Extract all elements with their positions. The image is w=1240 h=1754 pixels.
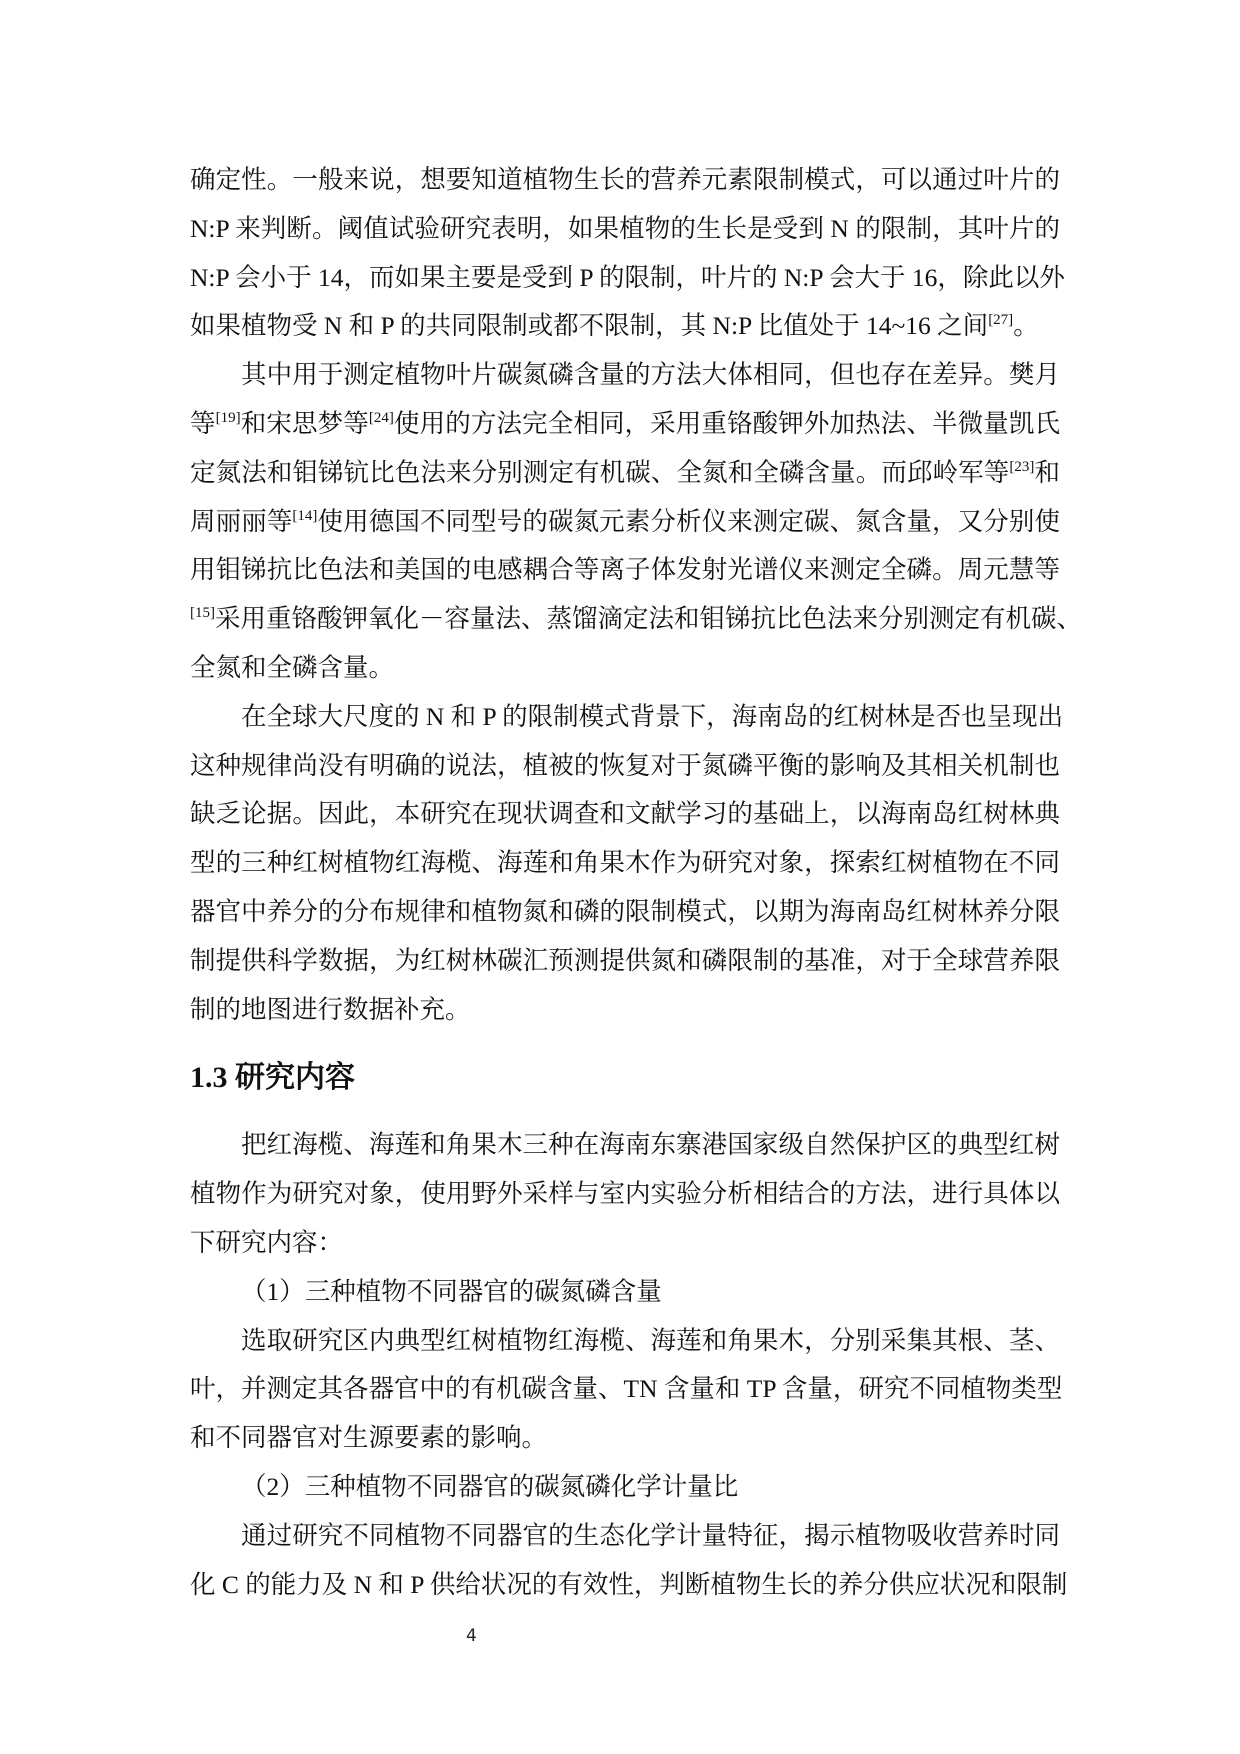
text-line [190, 351, 1060, 400]
text-line [190, 400, 1060, 449]
text-line [190, 1365, 1063, 1414]
text-run: 和不同器官对生源要素的影响。 [190, 1423, 548, 1453]
text-run: 制的地图进行数据补充。 [190, 994, 471, 1024]
text-line [190, 937, 1060, 986]
text-run: 。 [1013, 311, 1039, 341]
text-line [190, 644, 1060, 693]
page-number: 4 [466, 1626, 477, 1646]
paragraph [190, 351, 1083, 693]
text-line [190, 839, 1060, 888]
document-body [190, 156, 1083, 1609]
text-run: 化 C 的能力及 N 和 P 供给状况的有效性，判断植物生长的养分供应状况和限制 [190, 1569, 1068, 1599]
text-line [190, 1219, 1060, 1268]
text-line [190, 156, 1060, 205]
text-line [190, 1317, 1060, 1366]
text-line [190, 1268, 1060, 1317]
text-line [190, 1121, 1060, 1170]
citation-ref: [19] [215, 409, 241, 426]
section-heading: 1.3 研究内容 [190, 1061, 355, 1095]
text-run: 这种规律尚没有明确的说法，植被的恢复对于氮磷平衡的影响及其相关机制也 [190, 750, 1060, 780]
text-run: 型的三种红树植物红海榄、海莲和角果木作为研究对象，探索红树植物在不同 [190, 848, 1060, 878]
text-run: 选取研究区内典型红树植物红海榄、海莲和角果木，分别采集其根、茎、 [241, 1325, 1060, 1355]
citation-ref: [14] [292, 507, 318, 524]
text-line [190, 546, 1060, 595]
paragraph [190, 693, 1064, 1035]
paragraph [190, 1121, 1060, 1267]
text-run: 定氮法和钼锑钪比色法来分别测定有机碳、全氮和全磷含量。而邱岭军等 [190, 457, 1010, 487]
text-run: 缺乏论据。因此，本研究在现状调查和文献学习的基础上，以海南岛红树林典 [190, 799, 1060, 829]
text-line [190, 1414, 1060, 1463]
text-line [190, 302, 1060, 351]
text-run: 器官中养分的分布规律和植物氮和磷的限制模式，以期为海南岛红树林养分限 [190, 896, 1060, 926]
text-run: 如果植物受 N 和 P 的共同限制或都不限制，其 N:P 比值处于 14~16 之间 [190, 311, 989, 341]
text-run: 全氮和全磷含量。 [190, 652, 395, 682]
text-run: 在全球大尺度的 N 和 P 的限制模式背景下，海南岛的红树林是否也呈现出 [241, 701, 1064, 731]
paragraph [190, 1268, 1060, 1317]
citation-ref: [23] [1009, 458, 1035, 475]
text-line [190, 1463, 1060, 1512]
text-line [190, 254, 1065, 303]
text-run: 周丽丽等 [190, 506, 293, 536]
text-run: 使用德国不同型号的碳氮元素分析仪来测定碳、氮含量，又分别使 [317, 506, 1060, 536]
text-run: 植物作为研究对象，使用野外采样与室内实验分析相结合的方法，进行具体以 [190, 1179, 1060, 1209]
text-run: N:P 来判断。阈值试验研究表明，如果植物的生长是受到 N 的限制，其叶片的 [190, 213, 1060, 243]
text-run: 把红海榄、海莲和角果木三种在海南东寨港国家级自然保护区的典型红树 [241, 1130, 1060, 1160]
citation-ref: [24] [368, 409, 394, 426]
text-run: 用钼锑抗比色法和美国的电感耦合等离子体发射光谱仪来测定全磷。周元慧等 [190, 555, 1060, 585]
text-run: 其中用于测定植物叶片碳氮磷含量的方法大体相同，但也存在差异。樊月 [241, 360, 1060, 390]
citation-ref: [27] [988, 312, 1014, 329]
text-line [190, 888, 1060, 937]
text-run: 叶，并测定其各器官中的有机碳含量、TN 含量和 TP 含量，研究不同植物类型 [190, 1374, 1063, 1404]
text-run: N:P 会小于 14，而如果主要是受到 P 的限制，叶片的 N:P 会大于 16，除此以外 [190, 262, 1065, 292]
text-run: 制提供科学数据，为红树林碳汇预测提供氮和磷限制的基准，对于全球营养限 [190, 945, 1060, 975]
text-run: 和宋思梦等 [240, 408, 369, 438]
paragraph [190, 156, 1065, 351]
text-line [190, 693, 1064, 742]
text-line [190, 986, 1060, 1035]
text-run: 使用的方法完全相同，采用重铬酸钾外加热法、半微量凯氏 [393, 408, 1060, 438]
text-run: （1）三种植物不同器官的碳氮磷含量 [241, 1276, 662, 1306]
text-run: 确定性。一般来说，想要知道植物生长的营养元素限制模式，可以通过叶片的 [190, 165, 1060, 194]
text-line [190, 1561, 1068, 1610]
text-line [190, 498, 1060, 547]
text-run: 和 [1034, 457, 1060, 487]
text-line [190, 742, 1060, 791]
text-line [190, 1170, 1060, 1219]
citation-ref: [15] [190, 605, 215, 622]
paragraph [190, 1463, 1060, 1512]
text-line [190, 595, 1083, 644]
text-run: 采用重铬酸钾氧化－容量法、蒸馏滴定法和钼锑抗比色法来分别测定有机碳、 [215, 604, 1083, 634]
text-run: 通过研究不同植物不同器官的生态化学计量特征，揭示植物吸收营养时同 [241, 1520, 1060, 1550]
text-line [190, 790, 1060, 839]
text-run: 等 [190, 408, 216, 438]
text-line [190, 205, 1060, 254]
text-run: 下研究内容： [190, 1227, 344, 1257]
text-line [190, 1512, 1060, 1561]
text-line [190, 449, 1060, 498]
paragraph [190, 1512, 1068, 1610]
text-run: （2）三种植物不同器官的碳氮磷化学计量比 [241, 1471, 739, 1501]
paragraph [190, 1317, 1063, 1463]
